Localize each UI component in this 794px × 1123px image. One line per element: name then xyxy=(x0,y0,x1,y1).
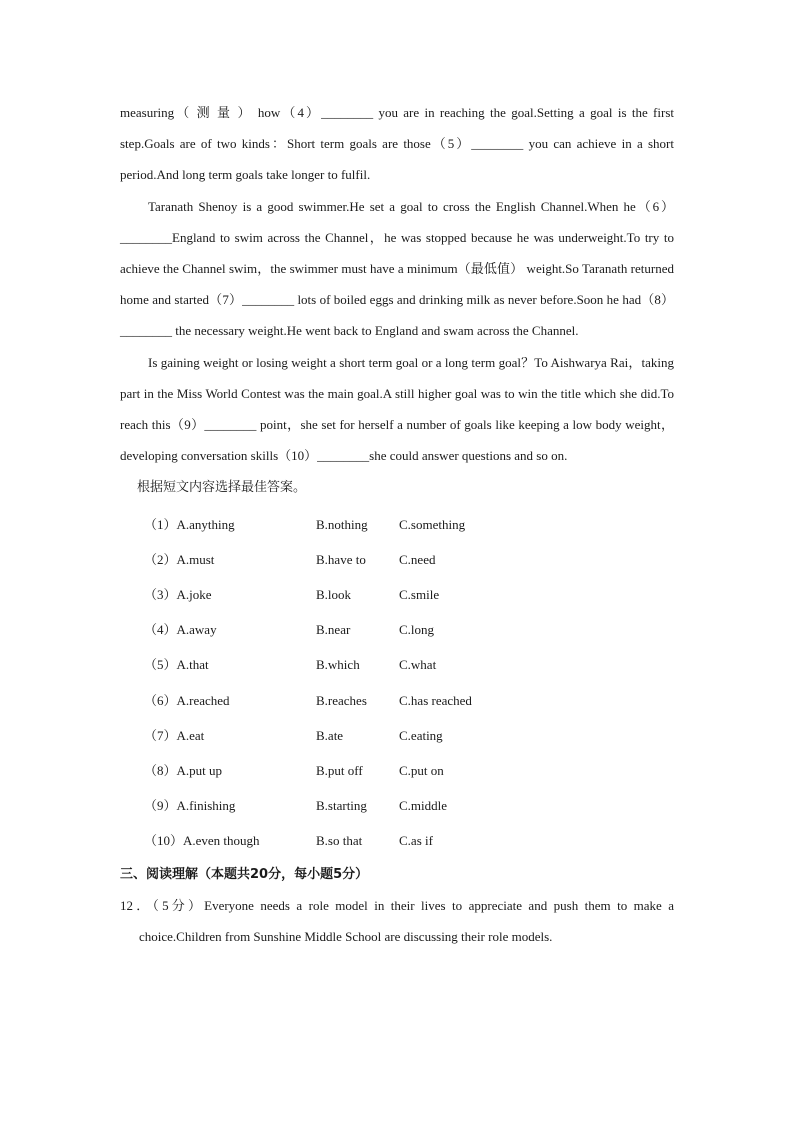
passage-paragraph-3: Is gaining weight or losing weight a short term goal or a long term goal？To Aishwarya Rai，taking part in the Miss World Contest was the main goal.A still higher goal was to win the title which she did.To reach this（9）________ point，she set for herself a number of goals like keeping a low body weight，developing conversation skills（10）________she could answer questions and so on. xyxy=(120,354,674,464)
option-a: （10）A.even though xyxy=(144,833,260,849)
option-row xyxy=(120,753,674,788)
question-12: 12．（5分）Everyone needs a role model in their lives to appreciate and push them to make a choice.Children from Sunshine Middle School are discussing their role models. xyxy=(120,897,674,944)
option-c: C.long xyxy=(399,622,435,638)
option-b: B.have to xyxy=(316,551,366,567)
option-b: B.put off xyxy=(316,762,363,778)
section-title: 三、阅读理解（本题共20分，每小题5分） xyxy=(120,866,369,882)
passage-paragraph-2: Taranath Shenoy is a good swimmer.He set a goal to cross the English Channel.When he（6）________England to swim across the Channel，he was stopped because he was underweight.To try to achieve the Channel swim，the swimmer must have a minimum（最低值） weight.So Taranath returned home and started（7）________ lots of boiled eggs and drinking milk as never before.Soon he had（8）________ the necessary weight.He went back to England and swam across the Channel. xyxy=(120,198,674,339)
option-a: （5）A.that xyxy=(144,657,209,673)
option-row xyxy=(120,788,674,823)
option-c: C.smile xyxy=(399,587,440,603)
option-a: （9）A.finishing xyxy=(144,798,236,814)
instruction-text: 根据短文内容选择最佳答案。 xyxy=(137,479,307,495)
option-row xyxy=(120,542,674,577)
option-c: C.something xyxy=(399,516,466,532)
option-row xyxy=(120,507,674,542)
document-page xyxy=(120,97,674,952)
options-list xyxy=(120,507,674,859)
option-a: （1）A.anything xyxy=(144,516,235,532)
option-b: B.reaches xyxy=(316,692,367,708)
option-b: B.so that xyxy=(316,833,363,849)
option-a: （7）A.eat xyxy=(144,727,205,743)
passage-paragraph-1: measuring（ 测 量 ） how（4）________ you are in reaching the goal.Setting a goal is the first step.Goals are of two kinds：Short term goals are those（5）________ you can achieve in a short period.And long term goals take longer to fulfil. xyxy=(120,105,674,183)
option-c: C.what xyxy=(399,657,437,673)
option-row xyxy=(120,683,674,718)
option-b: B.ate xyxy=(316,727,344,743)
option-a: （8）A.put up xyxy=(144,762,223,778)
option-a: （4）A.away xyxy=(144,622,217,638)
option-c: C.need xyxy=(399,551,436,567)
option-a: （6）A.reached xyxy=(144,692,230,708)
option-row xyxy=(120,718,674,753)
option-row xyxy=(120,612,674,647)
option-row xyxy=(120,823,674,858)
option-c: C.eating xyxy=(399,727,443,743)
option-b: B.nothing xyxy=(316,516,368,532)
option-c: C.middle xyxy=(399,798,448,814)
option-row xyxy=(120,647,674,682)
option-c: C.as if xyxy=(399,833,433,849)
option-b: B.which xyxy=(316,657,360,673)
option-a: （3）A.joke xyxy=(144,587,212,603)
option-a: （2）A.must xyxy=(144,551,215,567)
option-b: B.starting xyxy=(316,798,367,814)
option-b: B.near xyxy=(316,622,351,638)
option-c: C.put on xyxy=(399,762,444,778)
option-row xyxy=(120,577,674,612)
option-b: B.look xyxy=(316,587,352,603)
option-c: C.has reached xyxy=(399,692,472,708)
